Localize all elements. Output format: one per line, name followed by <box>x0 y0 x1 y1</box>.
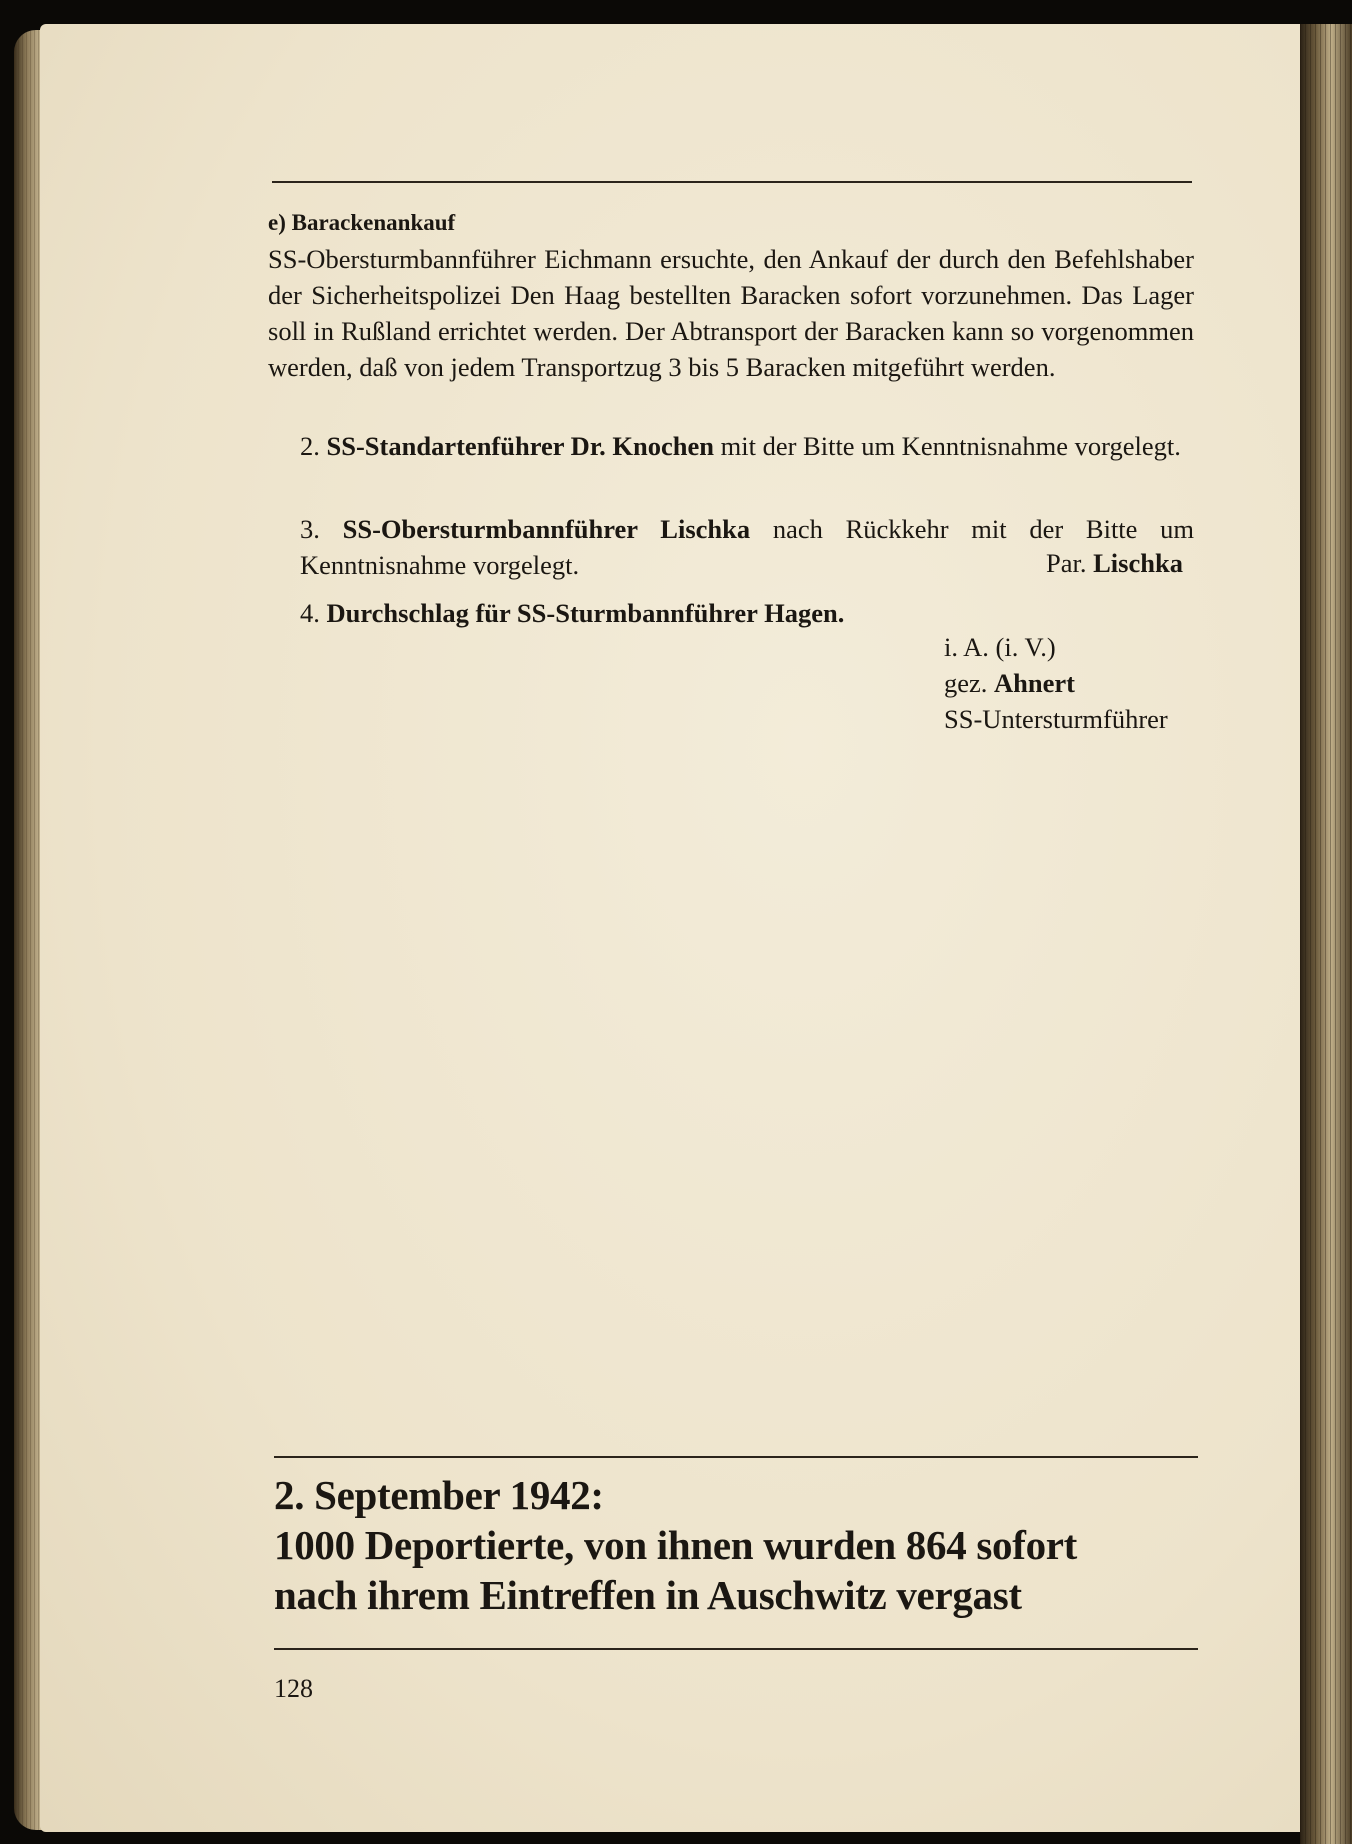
signature-line: i. A. (i. V.) <box>944 632 1056 662</box>
banner-line-2: 1000 Deportierte, von ihnen wurden 864 sofort <box>274 1522 1078 1568</box>
signature-block <box>944 629 1168 737</box>
paraphe-label: Par. <box>1046 548 1087 578</box>
banner <box>274 1470 1204 1620</box>
top-rule <box>272 181 1192 183</box>
banner-date: 2. September 1942: <box>274 1472 604 1518</box>
item-recipient: SS-Obersturmbannführer Lischka <box>342 514 751 544</box>
banner-top-rule <box>274 1456 1198 1458</box>
page-number: 128 <box>274 1674 313 1703</box>
section-paragraph: SS-Obersturmbannführer Eichmann ersuchte, den Ankauf der durch den Befehlshaber der Sicherheitspolizei Den Haag bestellten Baracken sofort vorzunehmen. Das Lager soll in Rußland errichtet werden. Der Abtransport der Baracken kann so vorgenommen werden, daß von jedem Transportzug 3 bis 5 Baracken mitgeführt werden. <box>268 244 1194 382</box>
item-number: 4. <box>300 598 320 628</box>
item-text: nach Rückkehr mit der Bitte um Kenntnisnahme vorgelegt. <box>300 514 1194 580</box>
signature-rank: SS-Untersturmführer <box>944 704 1168 734</box>
section-heading: e) Barackenankauf <box>268 210 456 235</box>
item-recipient: SS-Standartenführer Dr. Knochen <box>326 431 714 461</box>
paraphe-name: Lischka <box>1093 548 1183 578</box>
item-text: Durchschlag für SS-Sturmbannführer Hagen. <box>326 598 845 628</box>
signature-prefix: gez. <box>944 668 988 698</box>
section-barackenankauf <box>268 205 1194 385</box>
signature-name: Ahnert <box>994 668 1075 698</box>
item-number: 3. <box>300 514 320 544</box>
item-4 <box>300 595 1194 631</box>
item-2 <box>300 428 1194 464</box>
signature-name-line <box>944 665 1168 701</box>
item-text: mit der Bitte um Kenntnisnahme vorgelegt. <box>720 431 1181 461</box>
banner-line-3: nach ihrem Eintreffen in Auschwitz vergast <box>274 1572 1022 1618</box>
item-number: 2. <box>300 431 320 461</box>
banner-bottom-rule <box>274 1648 1198 1650</box>
paraphe <box>1046 545 1183 581</box>
